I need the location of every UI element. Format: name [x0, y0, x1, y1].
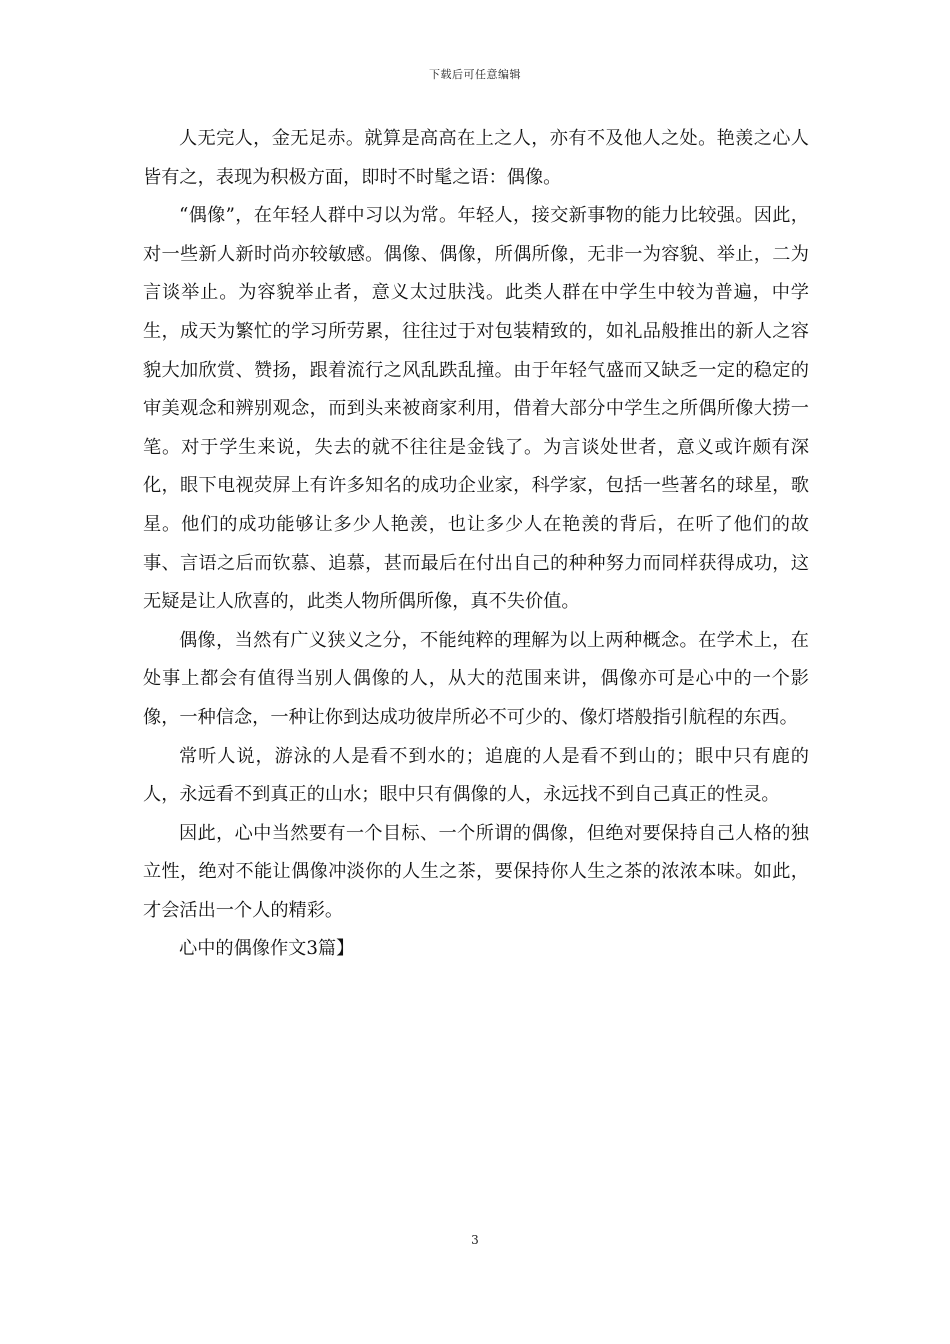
paragraph-1: 人无完人，金无足赤。就算是高高在上之人，亦有不及他人之处。艳羡之心人皆有之，表现为积极方面，即时不时髦之语：偶像。 [143, 128, 809, 188]
document-body [143, 120, 809, 969]
paragraph-4: 常听人说，游泳的人是看不到水的；追鹿的人是看不到山的；眼中只有鹿的人，永远看不到真正的山水；眼中只有偶像的人，永远找不到自己真正的性灵。 [143, 745, 809, 806]
paragraph-3: 偶像，当然有广义狭义之分，不能纯粹的理解为以上两种概念。在学术上，在处事上都会有值得当别人偶像的人，从大的范围来讲，偶像亦可是心中的一个影像，一种信念，一种让你到达成功彼岸所必不可少的、像灯塔般指引航程的东西。 [143, 629, 809, 728]
paragraph-6: 心中的偶像作文3篇】 [179, 938, 355, 960]
paragraph-2: “偶像”，在年轻人群中习以为常。年轻人，接交新事物的能力比较强。因此，对一些新人新时尚亦较敏感。偶像、偶像，所偶所像，无非一为容貌、举止，二为言谈举止。为容貌举止者，意义太过肤浅。此类人群在中学生中较为普遍，中学生，成天为繁忙的学习所劳累，往往过于对包装精致的，如礼品般推出的新人之容貌大加欣赏、赞扬，跟着流行之风乱跌乱撞。由于年轻气盛而又缺乏一定的稳定的审美观念和辨别观念，而到头来被商家利用，借着大部分中学生之所偶所像大捞一笔。对于学生来说，失去的就不往往是金钱了。为言谈处世者，意义或许颇有深化，眼下电视荧屏上有许多知名的成功企业家，科学家，包括一些著名的球星，歌星。他们的成功能够让多少人艳羡，也让多少人在艳羡的背后，在听了他们的故事、言语之后而钦慕、追慕，甚而最后在付出自己的种种努力而同样获得成功，这无疑是让人欣喜的，此类人物所偶所像，真不失价值。 [143, 205, 809, 613]
page-number: 3 [471, 1233, 479, 1247]
page-header: 下载后可任意编辑 [429, 68, 521, 81]
paragraph-5: 因此，心中当然要有一个目标、一个所谓的偶像，但绝对要保持自己人格的独立性，绝对不能让偶像冲淡你的人生之茶，要保持你人生之茶的浓浓本味。如此，才会活出一个人的精彩。 [143, 822, 809, 921]
